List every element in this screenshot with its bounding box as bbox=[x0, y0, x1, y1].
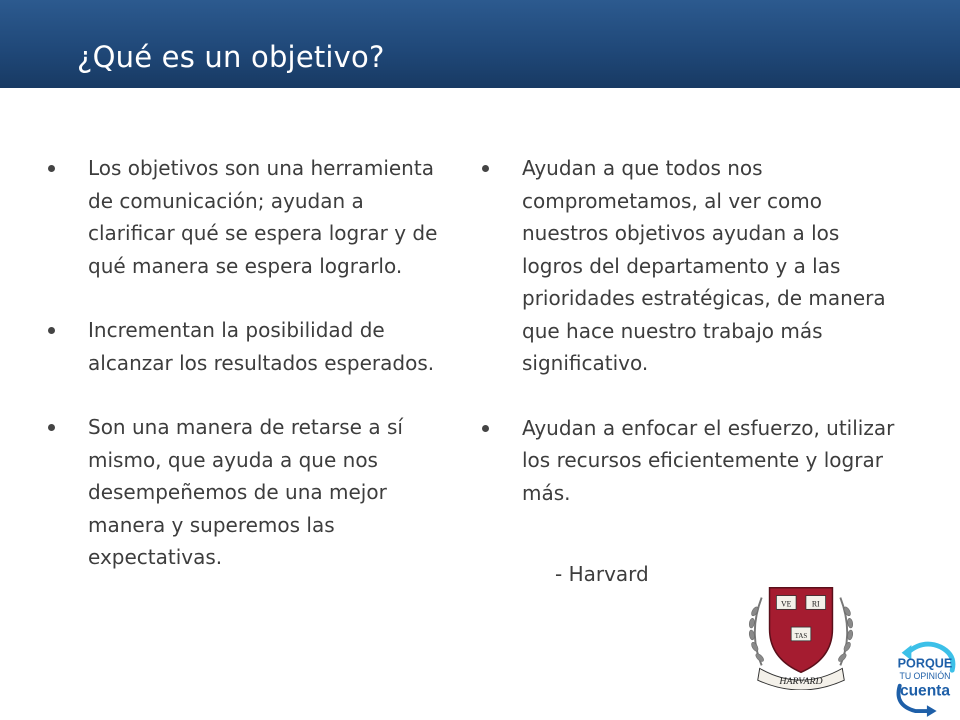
list-item bbox=[48, 411, 448, 574]
bullet-icon bbox=[48, 327, 55, 334]
bullet-icon bbox=[482, 425, 489, 432]
list-item bbox=[48, 314, 448, 379]
bullet-text: Ayudan a enfocar el esfuerzo, utilizar los recursos eficientemente y lograr más. bbox=[522, 415, 895, 505]
crest-ribbon-text: HARVARD bbox=[779, 676, 823, 688]
right-bullet-list bbox=[482, 152, 902, 541]
bullet-text: Ayudan a que todos nos comprometamos, al ver como nuestros objetivos ayudan a los logros del departamento y a las prioridades estratégicas, de manera que hace nuestro trabajo más significativo. bbox=[522, 156, 886, 375]
brand-line-porque: PORQUE bbox=[897, 656, 953, 671]
crest-word-ve: VE bbox=[781, 599, 792, 609]
left-bullet-list bbox=[48, 152, 448, 606]
list-item bbox=[482, 152, 902, 380]
bullet-icon bbox=[482, 165, 489, 172]
bullet-text: Incrementan la posibilidad de alcanzar los resultados esperados. bbox=[88, 318, 435, 375]
attribution-text: - Harvard bbox=[555, 562, 649, 586]
brand-line-tu-opinion: TU OPINIÓN bbox=[899, 670, 951, 681]
bullet-icon bbox=[48, 165, 55, 172]
bullet-icon bbox=[48, 424, 55, 431]
crest-word-ri: RI bbox=[811, 599, 820, 609]
porque-tu-opinion-cuenta-logo-icon bbox=[890, 636, 958, 720]
harvard-crest-icon bbox=[742, 572, 860, 690]
brand-line-cuenta: cuenta bbox=[899, 682, 951, 700]
bullet-text: Los objetivos son una herramienta de comunicación; ayudan a clarificar qué se espera lograr y de qué manera se espera lograrlo. bbox=[88, 156, 438, 278]
list-item bbox=[48, 152, 448, 282]
title-bar bbox=[0, 0, 960, 88]
bullet-text: Son una manera de retarse a sí mismo, que ayuda a que nos desempeñemos de una mejor manera y superemos las expectativas. bbox=[88, 415, 403, 569]
crest-word-tas: TAS bbox=[794, 632, 808, 640]
slide-title: ¿Qué es un objetivo? bbox=[77, 40, 385, 74]
list-item bbox=[482, 412, 902, 510]
